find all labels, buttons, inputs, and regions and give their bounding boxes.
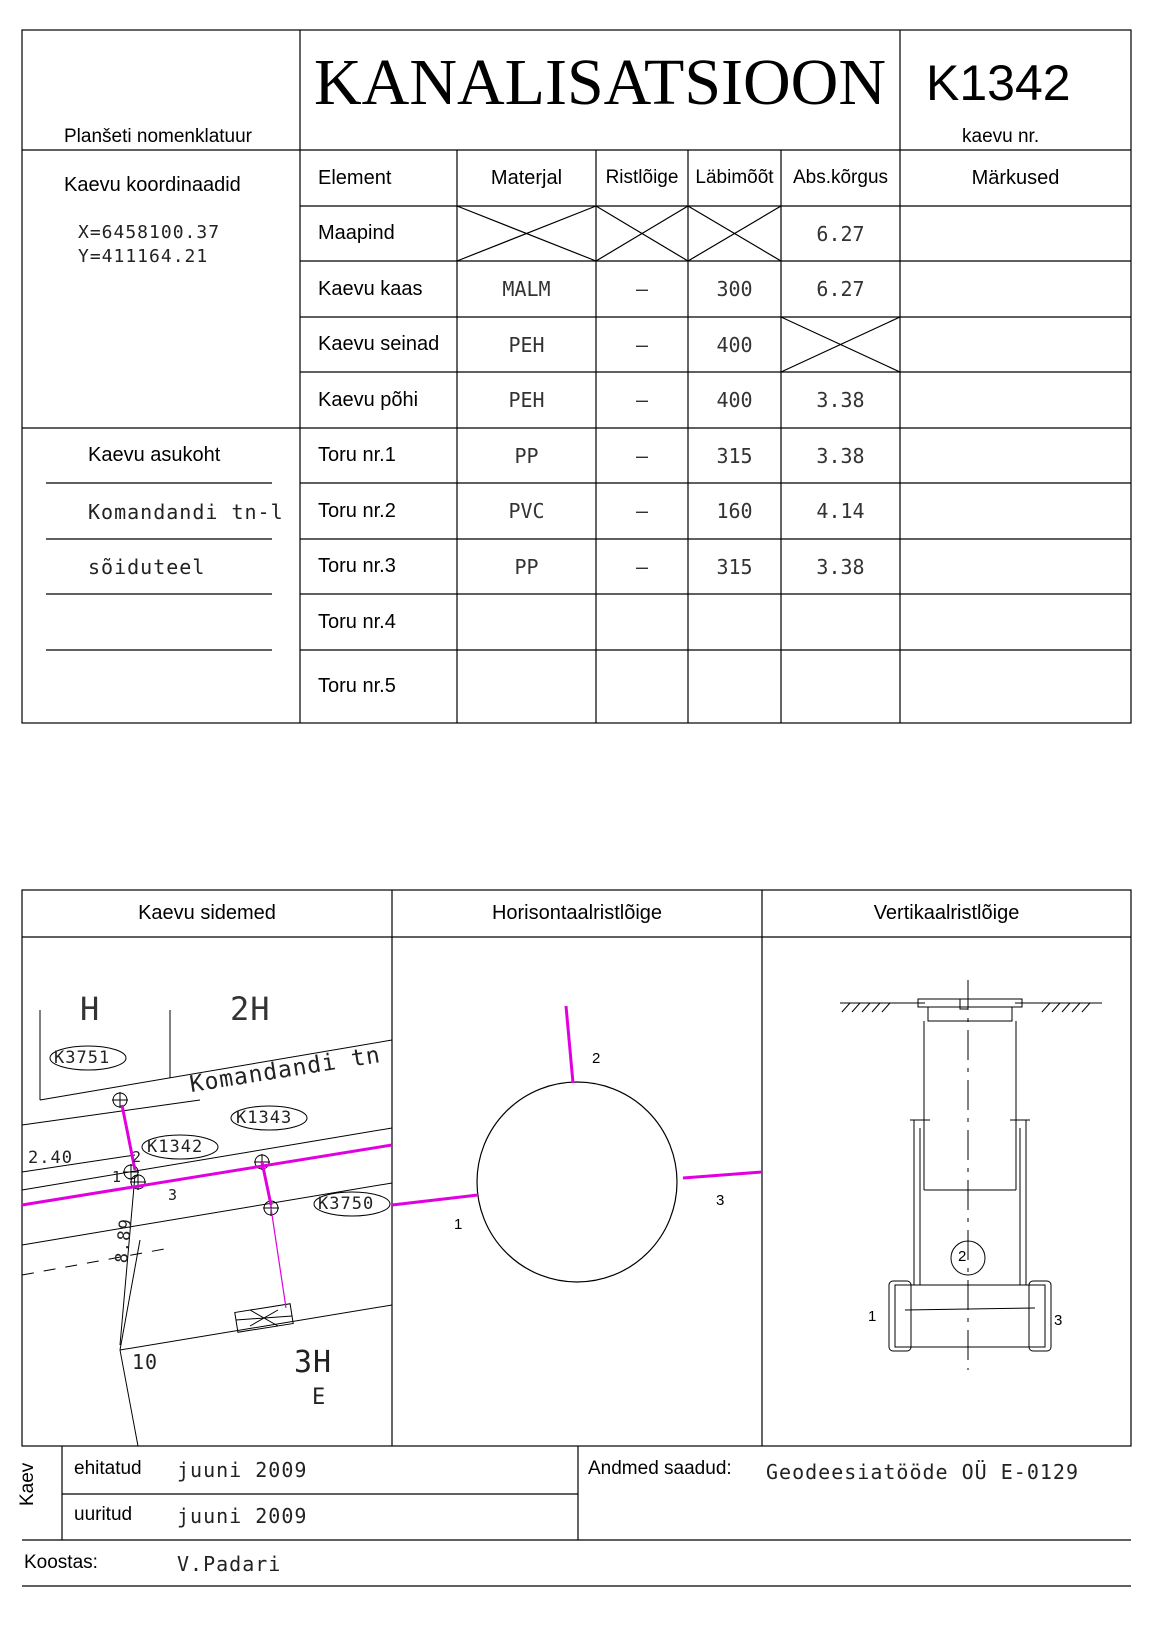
header-labimoot: Läbimõõt (695, 167, 774, 188)
cell-materjal: PVC (508, 499, 545, 523)
cell-markused (900, 650, 1131, 723)
cell-ristloige (596, 650, 688, 723)
panel-title-vertical: Vertikaalristlõige (873, 902, 1020, 924)
coordinates-label: Kaevu koordinaadid (64, 174, 241, 196)
cell-labimoot: 160 (716, 499, 753, 523)
cell-abs (781, 594, 900, 650)
cell-markused (900, 539, 1131, 594)
cell-materjal: PEH (508, 332, 545, 357)
cell-ristloige (596, 206, 688, 261)
header-markused: Märkused (971, 166, 1060, 189)
surveyed-label: uuritud (74, 1504, 133, 1525)
plansheet-label: Planšeti nomenklatuur (64, 126, 252, 147)
vsection-pipe-2: 2 (958, 1248, 967, 1265)
cell-labimoot: 400 (716, 388, 753, 412)
built-value: juuni 2009 (177, 1458, 308, 1482)
header-element: Element (318, 166, 392, 189)
cell-ristloige: – (635, 332, 649, 357)
cell-element: Kaevu põhi (318, 388, 419, 411)
cell-markused (900, 372, 1131, 428)
map-label-e: E (312, 1385, 327, 1410)
data-source-label: Andmed saadud: (588, 1458, 732, 1479)
author-label: Koostas: (24, 1552, 98, 1573)
map-label-k1342: K1342 (147, 1137, 204, 1157)
cell-labimoot (688, 594, 781, 650)
cell-materjal: PEH (508, 388, 545, 412)
footer-side-label: Kaev (17, 1462, 38, 1506)
map-label-pipe-2: 2 (132, 1148, 143, 1166)
location-line-1: Komandandi tn-l (88, 500, 284, 524)
cell-markused (900, 261, 1131, 317)
cell-ristloige: – (635, 499, 649, 523)
hsection-pipe-1: 1 (454, 1216, 463, 1233)
cell-abs: 3.38 (816, 443, 865, 468)
cell-ristloige: – (635, 443, 649, 468)
map-label-3h: 3H (294, 1345, 333, 1380)
panel-title-horizontal: Horisontaalristlõige (491, 902, 663, 924)
page-title: KANALISATSIOON (314, 46, 886, 119)
map-label-2h: 2H (230, 990, 271, 1028)
cell-abs: 3.38 (816, 554, 865, 579)
location-label: Kaevu asukoht (88, 444, 221, 466)
cell-labimoot (688, 650, 781, 723)
cell-materjal (457, 594, 596, 650)
cell-markused (900, 483, 1131, 539)
cell-element: Toru nr.3 (318, 555, 396, 577)
map-label-pipe-1: 1 (112, 1168, 123, 1186)
well-id: K1342 (926, 55, 1071, 111)
cell-labimoot: 400 (716, 332, 753, 357)
map-label-dist-889: 8.89 (112, 1217, 137, 1265)
cell-markused (900, 206, 1131, 261)
cell-materjal (457, 206, 596, 261)
built-label: ehitatud (74, 1458, 142, 1479)
cell-labimoot: 315 (716, 443, 753, 468)
cell-element: Toru nr.5 (318, 675, 396, 697)
vertical-section (840, 980, 1102, 1370)
cell-element: Kaevu seinad (318, 333, 440, 355)
cell-labimoot: 315 (716, 554, 753, 579)
cell-element: Kaevu kaas (318, 277, 423, 300)
coordinate-x: X=6458100.37 (78, 222, 221, 243)
map-label-dist-240: 2.40 (28, 1148, 73, 1168)
coordinate-y: Y=411164.21 (78, 246, 209, 267)
vsection-pipe-1: 1 (868, 1308, 877, 1325)
cell-ristloige: – (635, 388, 649, 412)
hsection-pipe-3: 3 (716, 1192, 725, 1209)
cell-element: Maapind (318, 222, 395, 244)
data-source-value: Geodeesiatööde OÜ E-0129 (766, 1460, 1079, 1484)
cell-ristloige: – (635, 277, 649, 301)
cell-element: Toru nr.2 (318, 499, 396, 522)
cell-labimoot (688, 206, 781, 261)
map-label-k3751: K3751 (54, 1048, 111, 1068)
cell-element: Toru nr.4 (318, 610, 396, 633)
map-label-k1343: K1343 (236, 1108, 293, 1128)
cell-materjal: MALM (502, 277, 551, 301)
surveyed-value: juuni 2009 (177, 1504, 308, 1528)
header-abs-korgus: Abs.kõrgus (792, 167, 889, 188)
cell-abs: 6.27 (816, 221, 865, 246)
cell-ristloige (596, 594, 688, 650)
well-nr-label: kaevu nr. (962, 126, 1040, 147)
map-label-10: 10 (132, 1350, 159, 1374)
cell-markused (900, 428, 1131, 483)
cell-abs (781, 317, 900, 372)
horizontal-section (392, 1006, 762, 1282)
map-label-k3750: K3750 (318, 1194, 375, 1214)
map-label-pipe-3: 3 (168, 1186, 179, 1204)
hsection-pipe-2: 2 (592, 1050, 601, 1067)
author-value: V.Padari (177, 1552, 282, 1576)
cell-materjal (457, 650, 596, 723)
cell-materjal: PP (514, 554, 539, 579)
cell-element: Toru nr.1 (318, 444, 396, 466)
header-materjal: Materjal (490, 166, 563, 189)
cell-abs: 3.38 (816, 388, 865, 412)
panel-title-connections: Kaevu sidemed (138, 902, 276, 924)
cell-abs: 4.14 (816, 499, 865, 523)
cell-abs: 6.27 (816, 277, 865, 301)
cell-markused (900, 594, 1131, 650)
location-line-2: sõiduteel (88, 555, 206, 579)
cell-labimoot: 300 (716, 277, 753, 301)
cell-markused (900, 317, 1131, 372)
cell-ristloige: – (635, 554, 649, 579)
vsection-pipe-3: 3 (1054, 1312, 1063, 1329)
cell-materjal: PP (514, 443, 539, 468)
map-label-street: Komandandi tn (187, 1042, 383, 1098)
header-ristloige: Ristlõige (605, 167, 679, 188)
map-label-h: H (80, 990, 101, 1028)
cell-abs (781, 650, 900, 723)
